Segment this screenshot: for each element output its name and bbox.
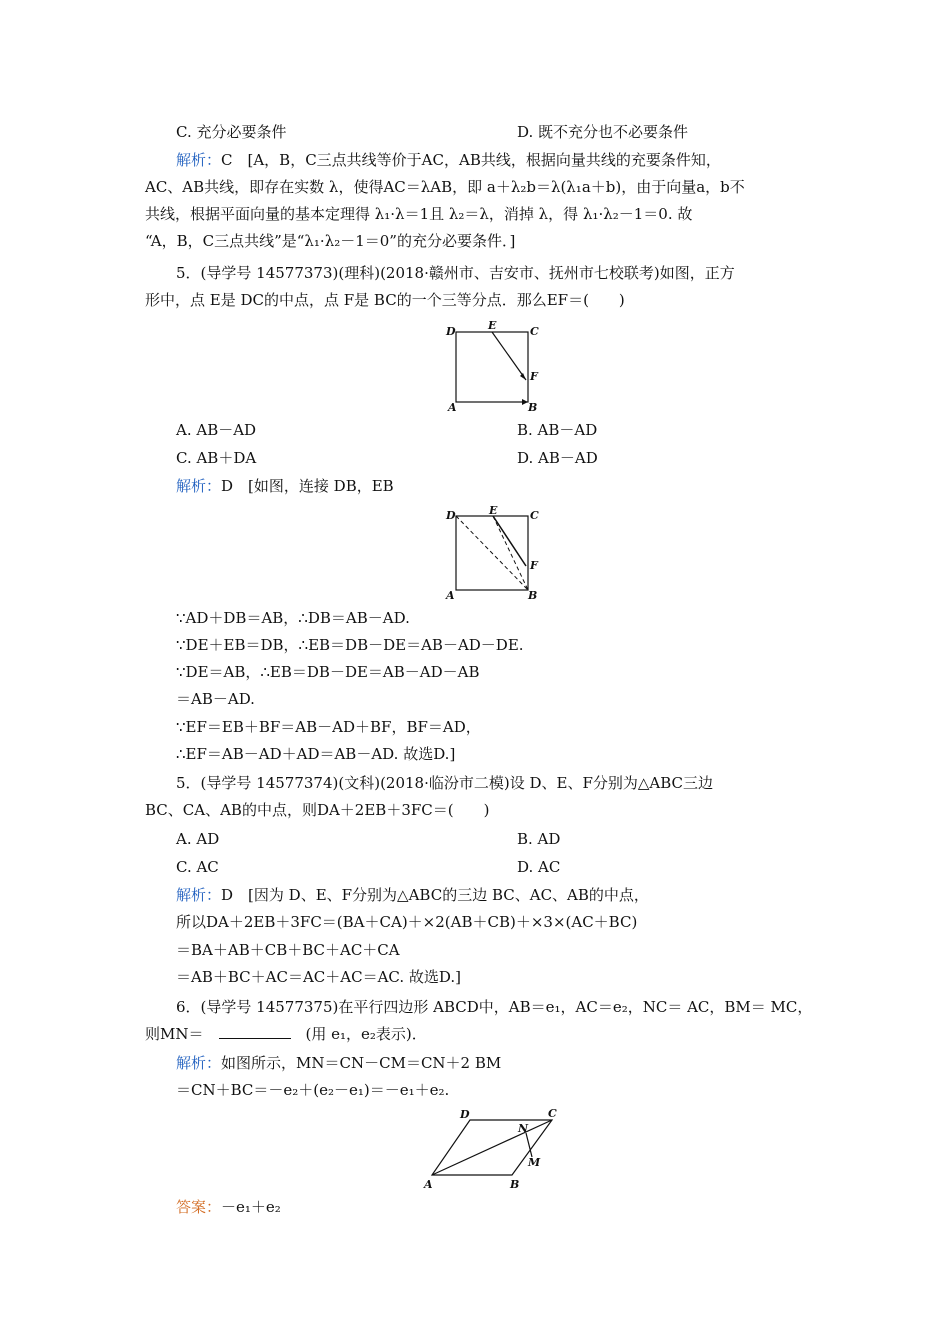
- option-d: D. AB－AD: [517, 449, 598, 467]
- label-b: B: [510, 1178, 520, 1191]
- answer-text: －e₁＋e₂: [221, 1198, 281, 1216]
- text-line: ∴EF＝AB－AD＋AD＝AB－AD. 故选D.]: [176, 745, 456, 763]
- solution-text: D [因为 D、E、F分别为△ABC的三边 BC、AC、AB的中点，: [221, 886, 649, 904]
- text-line: 所以DA＋2EB＋3FC＝(BA＋CA)＋×2(AB＋CB)＋×3×(AC＋BC): [176, 913, 638, 931]
- text-line: AC、AB共线，即存在实数 λ，使得AC＝λAB，即 a＋λ₂b＝λ(λ₁a＋b)，由于向量a，b不: [145, 178, 745, 196]
- text-line: 共线，根据平面向量的基本定理得 λ₁·λ＝1且 λ₂＝λ，消掉 λ，得 λ₁·λ₂－1＝0. 故: [145, 205, 693, 223]
- blank-suffix: (用 e₁，e₂表示)．: [305, 1025, 427, 1043]
- solution-text: D [如图，连接 DB，EB: [221, 477, 394, 495]
- blank-prefix: 则MN＝: [145, 1025, 204, 1043]
- fill-blank-line: [145, 1024, 427, 1044]
- solution-line: [176, 1053, 501, 1073]
- label-c: C: [530, 325, 539, 338]
- solution-text: C [A，B，C三点共线等价于AC，AB共线，根据向量共线的充要条件知，: [221, 151, 721, 169]
- option-a: A. AD: [176, 830, 220, 848]
- label-c: C: [548, 1107, 557, 1120]
- label-e: E: [489, 504, 498, 517]
- question-6-line: 6．(导学号 14577375)在平行四边形 ABCD中，AB＝e₁，AC＝e₂，NC＝ AC，BM＝ MC，: [176, 998, 813, 1016]
- label-c: C: [530, 509, 539, 522]
- text-line: ＝BA＋AB＋CB＋BC＋AC＋CA: [176, 941, 400, 959]
- solution-text: 如图所示，MN＝CN－CM＝CN＋2 BM: [221, 1054, 502, 1072]
- label-b: B: [528, 589, 538, 600]
- answer-line: [176, 1197, 281, 1217]
- text-line: 形中，点 E是 DC的中点，点 F是 BC的一个三等分点．那么EF＝( ): [145, 291, 625, 309]
- solution-label: 解析：: [176, 1054, 222, 1072]
- label-f: F: [530, 559, 538, 572]
- parallelogram-figure: [418, 1105, 566, 1191]
- label-a: A: [448, 401, 457, 414]
- text-line: BC、CA、AB的中点，则DA＋2EB＋3FC＝( ): [145, 801, 490, 819]
- option-a: A. AB－AD: [176, 421, 257, 439]
- label-b: B: [528, 401, 538, 414]
- solution-line: [176, 885, 649, 905]
- question-5b-line: 5．(导学号 14577374)(文科)(2018·临汾市二模)设 D、E、F分别为△ABC三边: [176, 774, 714, 792]
- text-line: ＝CN＋BC＝－e₂＋(e₂－e₁)＝－e₁＋e₂.: [176, 1081, 450, 1099]
- solution-label: 解析：: [176, 477, 222, 495]
- label-d: D: [446, 325, 456, 338]
- label-m: M: [528, 1156, 541, 1169]
- text-line: ＝AB＋BC＋AC＝AC＋AC＝AC. 故选D.]: [176, 968, 461, 986]
- label-a: A: [424, 1178, 433, 1191]
- option-b: B. AD: [517, 830, 561, 848]
- label-d: D: [446, 509, 456, 522]
- square-figure-2: [440, 502, 550, 600]
- solution-line: [176, 150, 721, 170]
- solution-label: 解析：: [176, 886, 222, 904]
- label-n: N: [518, 1122, 529, 1135]
- text-line: “A，B，C三点共线”是“λ₁·λ₂－1＝0”的充分必要条件．]: [145, 232, 516, 250]
- option-d: D. AC: [517, 858, 561, 876]
- label-d: D: [460, 1108, 470, 1121]
- solution-label: 解析：: [176, 151, 222, 169]
- label-a: A: [446, 589, 455, 600]
- label-e: E: [488, 319, 497, 332]
- option-c: C. AB＋DA: [176, 449, 257, 467]
- option-b: B. AB－AD: [517, 421, 598, 439]
- option-c: C. 充分必要条件: [176, 123, 287, 141]
- answer-label: 答案：: [176, 1198, 222, 1216]
- label-f: F: [530, 370, 538, 383]
- option-d: D. 既不充分也不必要条件: [517, 123, 689, 141]
- text-line: ∵DE＝AB，∴EB＝DB－DE＝AB－AD－AB: [176, 663, 480, 681]
- text-line: ∵EF＝EB＋BF＝AB－AD＋BF，BF＝AD，: [176, 718, 481, 736]
- solution-line: [176, 476, 394, 496]
- answer-blank[interactable]: [219, 1024, 291, 1039]
- text-line: ＝AB－AD.: [176, 690, 255, 708]
- question-5-line: 5．(导学号 14577373)(理科)(2018·赣州市、吉安市、抚州市七校联考)如图，正方: [176, 264, 735, 282]
- text-line: ∵DE＋EB＝DB，∴EB＝DB－DE＝AB－AD－DE.: [176, 636, 524, 654]
- square-figure-1: [440, 318, 550, 414]
- text-line: ∵AD＋DB＝AB，∴DB＝AB－AD.: [176, 609, 410, 627]
- option-c: C. AC: [176, 858, 219, 876]
